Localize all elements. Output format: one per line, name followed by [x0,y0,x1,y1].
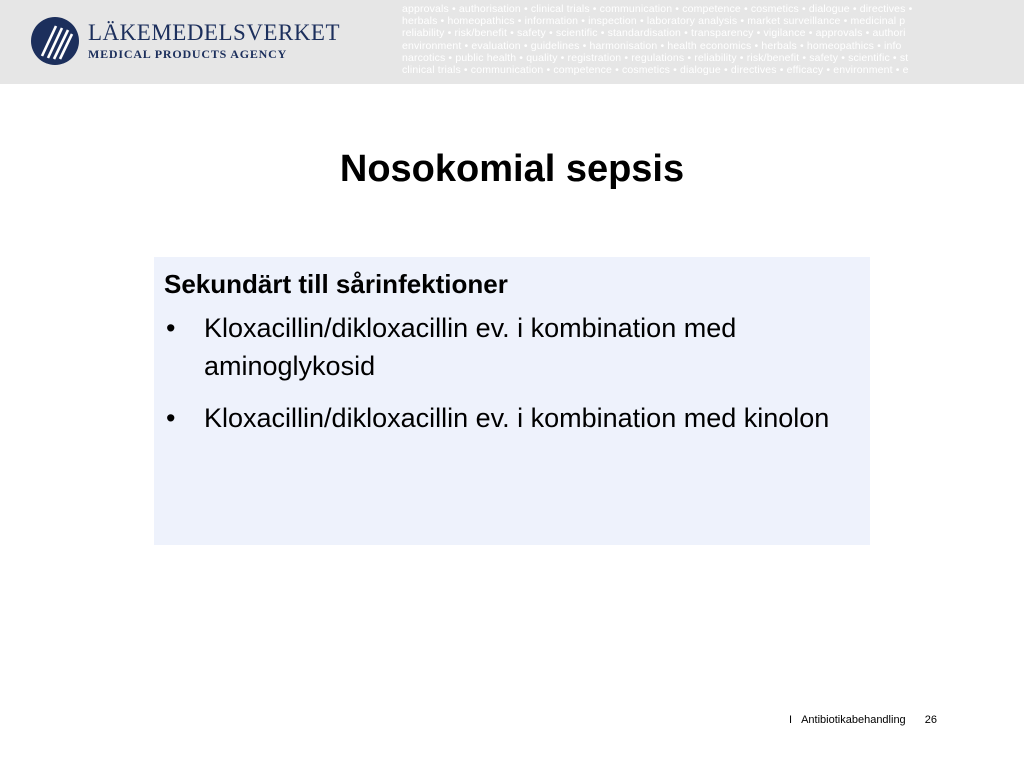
bullet-item [164,399,858,437]
footer [789,714,937,726]
agency-logo [30,16,350,68]
bullet-text: Kloxacillin/dikloxacillin ev. i kombination med aminoglykosid [204,313,737,381]
bullet-icon: • [166,403,176,433]
header-band [0,0,1024,84]
bullet-item [164,309,858,385]
bullet-text: Kloxacillin/dikloxacillin ev. i kombination med kinolon [204,403,830,433]
bullet-list [164,309,858,437]
keyword-line: environment • evaluation • guidelines • harmonisation • health economics • herbals • homeopathics • info [402,39,902,52]
page-number: 26 [924,714,937,726]
keyword-line: reliability • risk/benefit • safety • scientific • standardisation • transparency • vigilance • approvals • authori [402,27,906,40]
keyword-line: clinical trials • communication • competence • cosmetics • dialogue • directives • efficacy • environment • e [402,64,909,77]
slide-title: Nosokomial sepsis [339,148,685,190]
brand-name: LÄKEMEDELSVERKET [88,20,341,45]
brand-subtitle: MEDICAL PRODUCTS AGENCY [88,47,288,61]
keyword-watermark [402,3,1024,81]
content-box [154,257,870,545]
keyword-line: approvals • authorisation • clinical trials • communication • competence • cosmetics • dialogue • directives • [402,3,913,15]
keyword-line: narcotics • public health • quality • registration • regulations • reliability • risk/benefit • safety • scientific • st [402,51,909,64]
footer-separator: I [788,714,793,726]
box-heading: Sekundärt till sårinfektioner [164,269,508,299]
keyword-line: herbals • homeopathics • information • inspection • laboratory analysis • market surveillance • medicinal p [402,15,906,28]
bullet-icon: • [166,313,176,343]
agency-emblem-icon [30,16,80,66]
footer-label: Antibiotikabehandling [801,714,906,726]
